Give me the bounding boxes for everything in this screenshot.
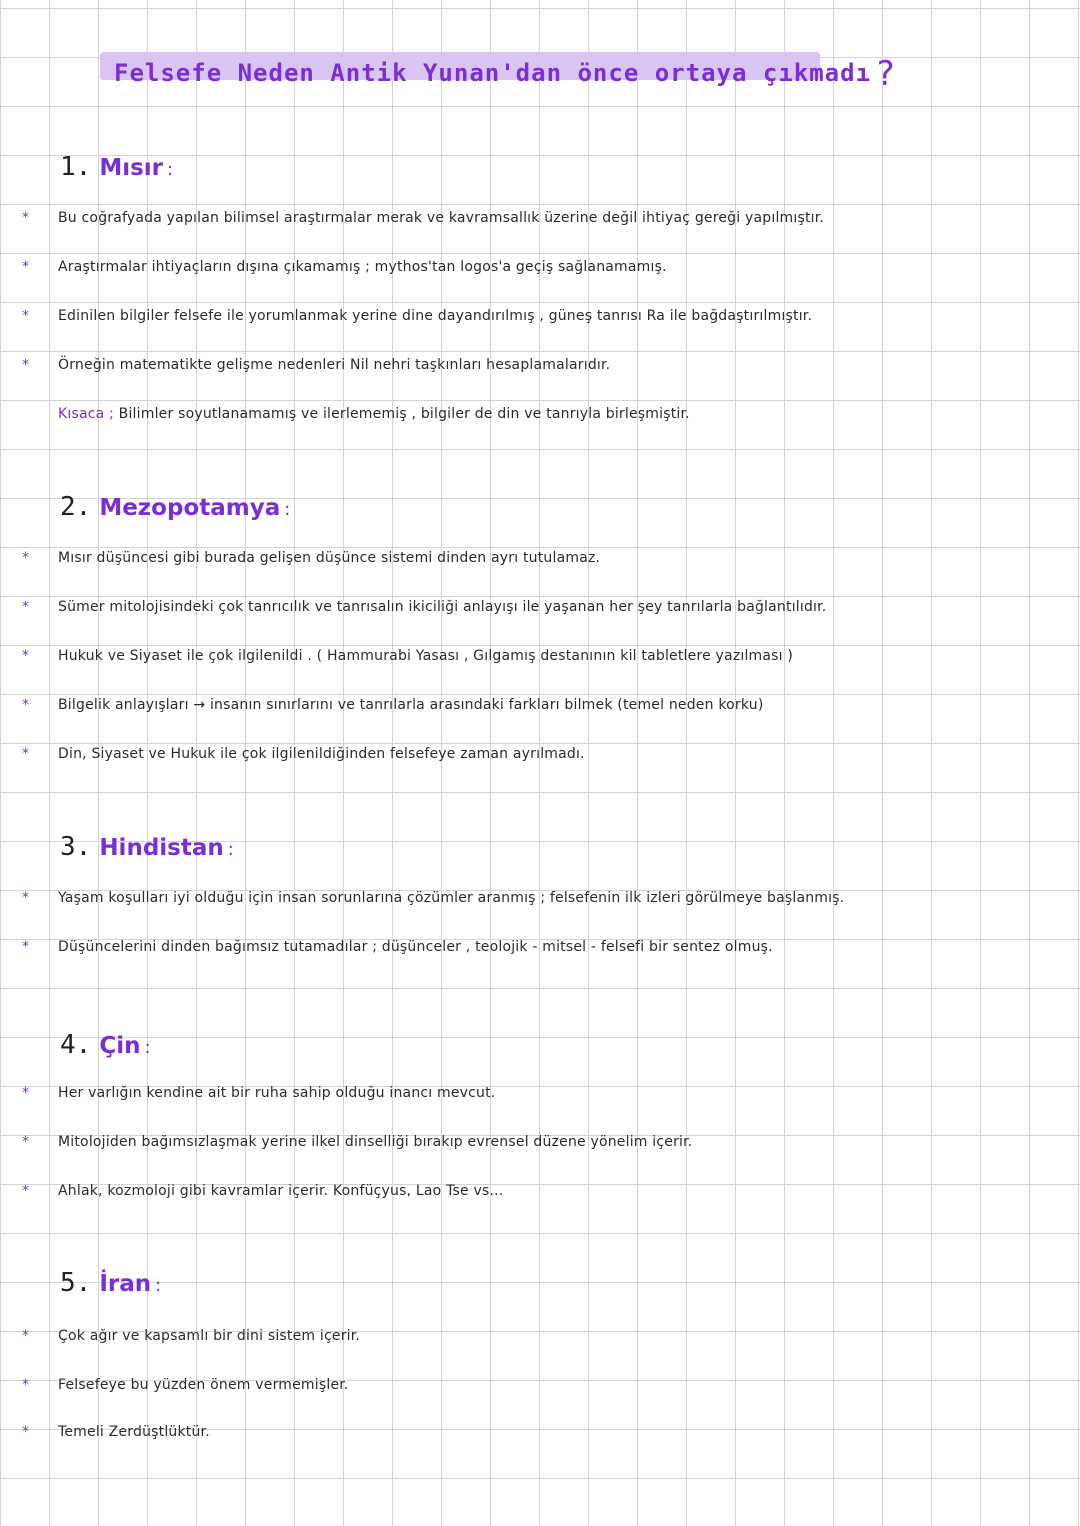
bullet-star-icon: * — [22, 210, 29, 226]
bullet-text: Edinilen bilgiler felsefe ile yorumlanmak yerine dine dayandırılmış , güneş tanrısı Ra ile bağdaştırılmıştır. — [58, 308, 813, 324]
section-colon: : — [284, 499, 291, 520]
bullet-text: Hukuk ve Siyaset ile çok ilgilenildi . ( Hammurabi Yasası , Gılgamış destanının kil tabletlere yazılması ) — [58, 648, 794, 664]
bullet-star-icon: * — [22, 648, 29, 664]
section-colon: : — [144, 1037, 151, 1058]
bullet-text: Örneğin matematikte gelişme nedenleri Nil nehri taşkınları hesaplamalarıdır. — [58, 357, 611, 373]
section-heading — [60, 832, 234, 862]
section-number: 1. — [60, 152, 92, 182]
bullet-text: Felsefeye bu yüzden önem vermemişler. — [58, 1377, 349, 1393]
bullet-line — [0, 1422, 1080, 1446]
bullet-star-icon: * — [22, 599, 29, 615]
bullet-star-icon: * — [22, 1085, 29, 1101]
bullet-text: Düşüncelerini dinden bağımsız tutamadılar ; düşünceler , teolojik - mitsel - felsefi bir sentez olmuş. — [58, 939, 773, 955]
bullet-star-icon: * — [22, 746, 29, 762]
summary-line — [0, 404, 1080, 428]
bullet-text: Sümer mitolojisindeki çok tanrıcılık ve tanrısalın ikiciliği anlayışı ile yaşanan her şey tanrılarla bağlantılıdır. — [58, 599, 827, 615]
section-number: 4. — [60, 1030, 92, 1060]
bullet-line — [0, 695, 1080, 719]
section-colon: : — [227, 839, 234, 860]
bullet-line — [0, 208, 1080, 232]
summary — [58, 404, 690, 424]
bullet-star-icon: * — [22, 1183, 29, 1199]
bullet-text: Mısır düşüncesi gibi burada gelişen düşünce sistemi dinden ayrı tutulamaz. — [58, 550, 601, 566]
bullet-star-icon: * — [22, 259, 29, 275]
bullet-star-icon: * — [22, 1377, 29, 1393]
bullet-line — [0, 1375, 1080, 1399]
page-title — [114, 50, 897, 94]
section-heading — [60, 152, 173, 182]
section-number: 2. — [60, 492, 92, 522]
section-title: Çin — [99, 1033, 141, 1059]
bullet-line — [0, 548, 1080, 572]
bullet-text: Yaşam koşulları iyi olduğu için insan sorunlarına çözümler aranmış ; felsefenin ilk izleri görülmeye başlanmış. — [58, 890, 845, 906]
bullet-text: Çok ağır ve kapsamlı bir dini sistem içerir. — [58, 1328, 361, 1344]
bullet-star-icon: * — [22, 1424, 29, 1440]
bullet-text: Bu coğrafyada yapılan bilimsel araştırmalar merak ve kavramsallık üzerine değil ihtiyaç gereği yapılmıştır. — [58, 210, 825, 226]
section-title: Mezopotamya — [99, 495, 281, 521]
section-number: 5. — [60, 1268, 92, 1298]
bullet-star-icon: * — [22, 939, 29, 955]
bullet-line — [0, 1083, 1080, 1107]
bullet-line — [0, 306, 1080, 330]
bullet-line — [0, 646, 1080, 670]
section-number: 3. — [60, 832, 92, 862]
bullet-text: Temeli Zerdüştlüktür. — [58, 1424, 210, 1440]
bullet-text: Din, Siyaset ve Hukuk ile çok ilgilenildiğinden felsefeye zaman ayrılmadı. — [58, 746, 585, 762]
section-title: Hindistan — [99, 835, 224, 861]
section-heading — [60, 1030, 151, 1060]
section-colon: : — [167, 159, 174, 180]
bullet-text: Bilgelik anlayışları → insanın sınırlarını ve tanrılarla arasındaki farkları bilmek (temel neden korku) — [58, 697, 764, 713]
bullet-star-icon: * — [22, 1328, 29, 1344]
bullet-line — [0, 1326, 1080, 1350]
bullet-line — [0, 257, 1080, 281]
bullet-line — [0, 888, 1080, 912]
section-heading — [60, 1268, 161, 1298]
section-title: Mısır — [99, 155, 164, 181]
section-heading — [60, 492, 290, 522]
section-colon: : — [155, 1275, 162, 1296]
bullet-text: Ahlak, kozmoloji gibi kavramlar içerir. Konfüçyus, Lao Tse vs... — [58, 1183, 504, 1199]
bullet-star-icon: * — [22, 697, 29, 713]
bullet-text: Mitolojiden bağımsızlaşmak yerine ilkel dinselliği bırakıp evrensel düzene yönelim içerir. — [58, 1134, 693, 1150]
bullet-line — [0, 1132, 1080, 1156]
title-question-mark: ? — [875, 54, 897, 94]
bullet-star-icon: * — [22, 308, 29, 324]
bullet-line — [0, 744, 1080, 768]
bullet-star-icon: * — [22, 357, 29, 373]
bullet-star-icon: * — [22, 550, 29, 566]
section-title: İran — [99, 1271, 152, 1297]
summary-text: Bilimler soyutlanamamış ve ilerlememiş , bilgiler de din ve tanrıyla birleşmiştir. — [118, 406, 690, 422]
bullet-line — [0, 597, 1080, 621]
bullet-text: Her varlığın kendine ait bir ruha sahip olduğu inancı mevcut. — [58, 1085, 496, 1101]
bullet-star-icon: * — [22, 890, 29, 906]
page-title-text: Felsefe Neden Antik Yunan'dan önce ortaya çıkmadı — [114, 59, 872, 87]
summary-label: Kısaca ; — [58, 406, 114, 422]
bullet-line — [0, 355, 1080, 379]
bullet-text: Araştırmalar ihtiyaçların dışına çıkamamış ; mythos'tan logos'a geçiş sağlanamamış. — [58, 259, 667, 275]
bullet-star-icon: * — [22, 1134, 29, 1150]
bullet-line — [0, 937, 1080, 961]
bullet-line — [0, 1181, 1080, 1205]
